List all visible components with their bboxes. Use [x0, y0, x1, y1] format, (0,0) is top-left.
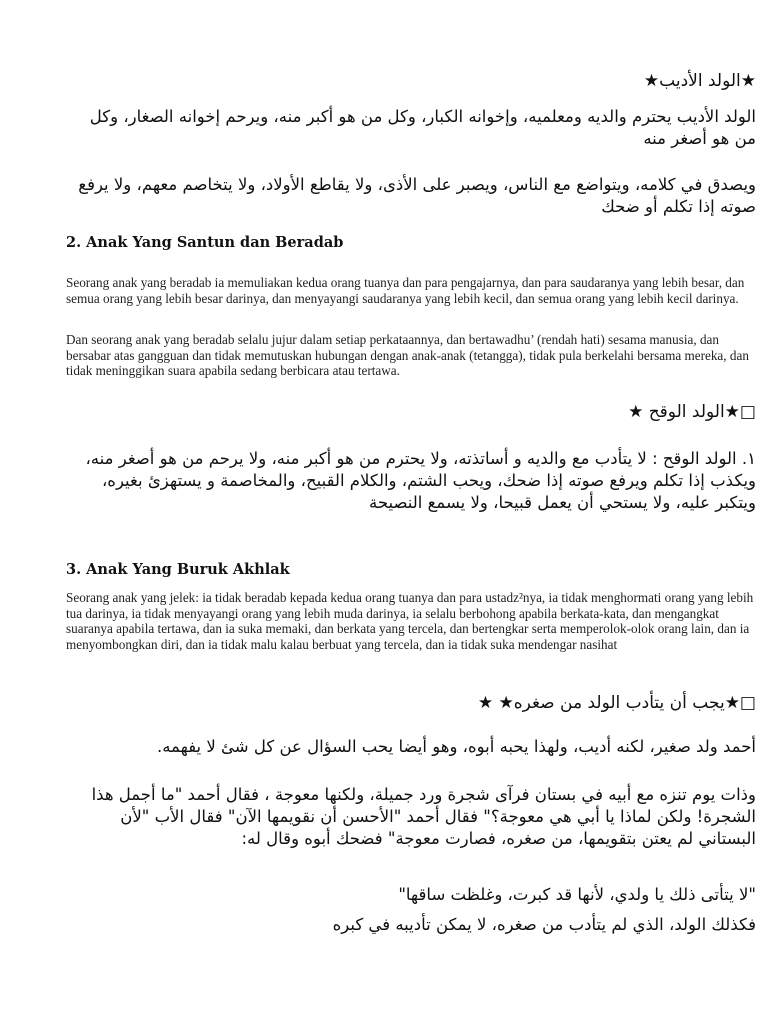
- latin-paragraph-2a: Seorang anak yang beradab ia memuliakan kedua orang tuanya dan para pengajarnya, dan para saudaranya yang lebih besar, dan semua orang yang lebih besar darinya, dan menyayangi saudaranya yang lebih kecil, dan semua orang yang lebih kecil darinya.: [66, 275, 745, 306]
- arabic-title-adab-child: ★الولد الأديب★: [643, 71, 756, 91]
- arabic-story-p3: "لا يتأتى ذلك يا ولدي، لأنها قد كبرت، وغلظت ساقها": [398, 885, 756, 904]
- arabic-paragraph-rude: ١. الولد الوقح : لا يتأدب مع والديه و أساتذته، ولا يحترم من هو أكبر منه، ولا يرحم من هو أصغر منه، ويكذب إذا تكلم ويرفع صوته إذا ضحك، ويحب الشتم، والكلام القبيح، والمخاصمة و يستهزئ بغيره، ويتكبر عليه، ولا يستحي أن يعمل قبيحا، ولا يسمع النصيحة: [85, 449, 756, 512]
- section-heading-3: 3. Anak Yang Buruk Akhlak: [66, 561, 290, 578]
- arabic-paragraph-2: ويصدق في كلامه، ويتواضع مع الناس، ويصبر على الأذى، ولا يقاطع الأولاد، ولا يتخاصم معهم، ولا يرفع صوته إذا تكلم أو ضحك: [78, 175, 756, 216]
- latin-paragraph-2b: Dan seorang anak yang beradab selalu jujur dalam setiap perkataannya, dan bertawadhu’ (rendah hati) sesama manusia, dan bersabar atas gangguan dan tidak memutuskan hubungan dengan anak-anak (tetangga), tidak pula berkelahi bersama mereka, dan tidak meninggikan suara apabila sedang berbicara atau tertawa.: [66, 332, 749, 379]
- arabic-story-p4: فكذلك الولد، الذي لم يتأدب من صغره، لا يمكن تأديبه في كبره: [332, 915, 756, 934]
- arabic-story-p1: أحمد ولد صغير، لكنه أديب، ولهذا يحبه أبوه، وهو أيضا يحب السؤال عن كل شئ لا يفهمه.: [156, 737, 756, 756]
- arabic-story-p2: وذات يوم تنزه مع أبيه في بستان فرآى شجرة ورد جميلة، ولكنها معوجة ، فقال أحمد "ما أجمل هذا الشجرة! ولكن لماذا يا أبي هي معوجة؟" فقال أحمد "الأحسن أن نقويمها الآن" فقال الأب "لأن البستاني لم يعتن بتقويمها، من صغره، فصارت معوجة" فضحك أبوه وقال له:: [91, 785, 756, 848]
- section-heading-2: 2. Anak Yang Santun dan Beradab: [66, 234, 344, 251]
- latin-paragraph-3: Seorang anak yang jelek: ia tidak beradab kepada kedua orang tuanya dan para ustadz²nya, ia tidak menghormati orang yang lebih tua darinya, ia tidak menyayangi orang yang lebih muda darinya, ia selalu berbohong apabila berkata-kata, dan mengangkat suaranya apabila tertawa, dan ia suka memaki, dan berkata yang tercela, dan bertengkar serta memperolok-olok orang lain, dan ia menyombongkan diri, dan ia tidak malu kalau berbuat yang tercela, dan ia tidak suka mendengar nasihat: [66, 590, 754, 652]
- arabic-title-rude-child: □★الولد الوقح ★: [628, 402, 756, 422]
- arabic-title-discipline: □★يجب أن يتأدب الولد من صغره★ ★: [477, 693, 756, 713]
- arabic-paragraph-1: الولد الأديب يحترم والديه ومعلميه، وإخوانه الكبار، وكل من هو أكبر منه، ويرحم إخوانه الصغار، وكل من هو أصغر منه: [89, 107, 756, 148]
